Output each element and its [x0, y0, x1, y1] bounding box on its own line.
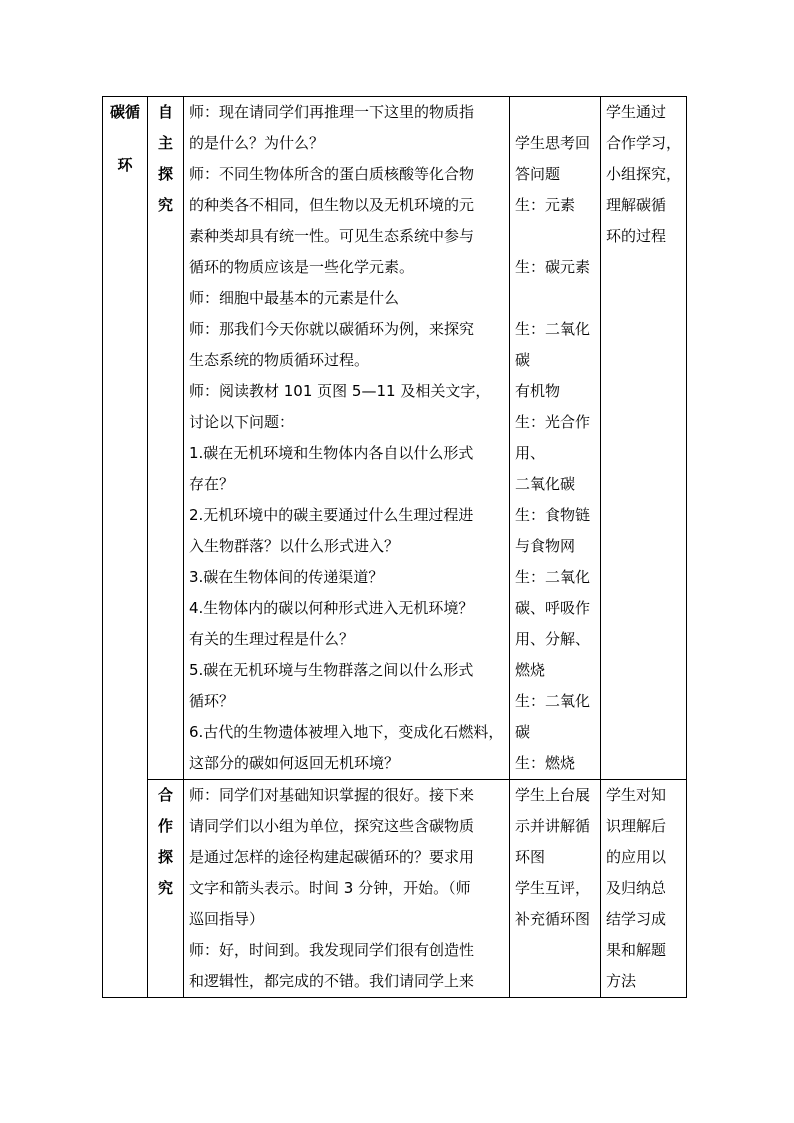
teacher-text-line: 循环的物质应该是一些化学元素。	[189, 258, 415, 276]
teacher-text-line: 生态系统的物质循环过程。	[189, 351, 370, 369]
student-text-line: 生：食物链	[515, 506, 591, 524]
lesson-plan-table	[102, 96, 687, 998]
student-activity-cell	[510, 97, 601, 780]
table-row	[103, 780, 687, 998]
student-text-line: 补充循环图	[515, 910, 591, 928]
student-text-line: 示并讲解循	[515, 817, 591, 835]
student-text-line	[515, 221, 595, 252]
teacher-text-line: 的种类各不相同，但生物以及无机环境的元	[189, 196, 475, 214]
table-row	[103, 97, 687, 780]
teacher-text-line: 这部分的碳如何返回无机环境？	[189, 754, 400, 772]
intent-text-line: 及归纳总	[606, 879, 667, 897]
student-text-line: 有机物	[515, 382, 561, 400]
student-text-line: 生：燃烧	[515, 754, 576, 772]
teacher-text-line: 2.无机环境中的碳主要通过什么生理过程进	[189, 506, 474, 524]
student-text-line: 燃烧	[515, 661, 546, 679]
section-cell-self-inquiry	[148, 97, 184, 780]
teacher-text-line: 1.碳在无机环境和生物体内各自以什么形式	[189, 444, 474, 462]
design-intent-cell	[601, 97, 687, 780]
intent-text-line: 小组探究，	[606, 165, 682, 183]
teacher-activity-cell	[184, 780, 510, 998]
intent-text-line: 结学习成	[606, 910, 667, 928]
intent-text-line: 理解碳循	[606, 196, 667, 214]
student-text-line: 碳	[515, 723, 531, 741]
student-text-line: 学生互评，	[515, 879, 591, 897]
student-text-line: 用、分解、	[515, 630, 591, 648]
section-char: 合	[157, 786, 173, 804]
student-text-line: 碳、呼吸作	[515, 599, 591, 617]
student-text-line: 生：二氧化	[515, 320, 591, 338]
student-text-line: 二氧化碳	[515, 475, 576, 493]
topic-line: 环	[117, 156, 133, 174]
section-char: 主	[157, 134, 173, 152]
intent-text-line: 的应用以	[606, 848, 667, 866]
section-char: 探	[157, 848, 173, 866]
teacher-text-line: 师：细胞中最基本的元素是什么	[189, 289, 400, 307]
student-text-line	[515, 97, 595, 128]
intent-text-line: 合作学习，	[606, 134, 682, 152]
teacher-text-line: 师：好，时间到。我发现同学们很有创造性	[189, 941, 475, 959]
student-activity-cell	[510, 780, 601, 998]
teacher-text-line: 存在？	[189, 475, 235, 493]
intent-text-line: 学生对知	[606, 786, 667, 804]
teacher-text-line: 有关的生理过程是什么？	[189, 630, 355, 648]
design-intent-cell	[601, 780, 687, 998]
section-char: 作	[157, 817, 173, 835]
teacher-text-line: 师：阅读教材 101 页图 5—11 及相关文字，	[189, 382, 491, 400]
teacher-text-line: 6.古代的生物遗体被埋入地下，变成化石燃料，	[189, 723, 504, 741]
topic-cell	[103, 97, 148, 998]
teacher-activity-cell	[184, 97, 510, 780]
teacher-text-line: 讨论以下问题：	[189, 413, 295, 431]
section-char: 究	[157, 196, 173, 214]
student-text-line: 与食物网	[515, 537, 576, 555]
teacher-text-line: 是通过怎样的途径构建起碳循环的？要求用	[189, 848, 475, 866]
intent-text-line: 环的过程	[606, 227, 667, 245]
student-text-line: 环图	[515, 848, 546, 866]
teacher-text-line: 请同学们以小组为单位，探究这些含碳物质	[189, 817, 475, 835]
teacher-text-line: 素种类却具有统一性。可见生态系统中参与	[189, 227, 475, 245]
teacher-text-line: 师：现在请同学们再推理一下这里的物质指	[189, 103, 475, 121]
student-text-line: 学生上台展	[515, 786, 591, 804]
student-text-line: 学生思考回	[515, 134, 591, 152]
teacher-text-line: 的是什么？为什么？	[189, 134, 325, 152]
teacher-text-line: 4.生物体内的碳以何种形式进入无机环境？	[189, 599, 474, 617]
student-text-line: 生：元素	[515, 196, 576, 214]
student-text-line: 生：二氧化	[515, 692, 591, 710]
section-char: 自	[157, 103, 173, 121]
student-text-line: 碳	[515, 351, 531, 369]
section-char: 探	[157, 165, 173, 183]
intent-text-line: 学生通过	[606, 103, 667, 121]
section-char: 究	[157, 879, 173, 897]
teacher-text-line: 巡回指导）	[189, 910, 265, 928]
student-text-line: 答问题	[515, 165, 561, 183]
teacher-text-line: 入生物群落？以什么形式进入？	[189, 537, 400, 555]
student-text-line: 生：碳元素	[515, 258, 591, 276]
section-cell-cooperative-inquiry	[148, 780, 184, 998]
intent-text-line: 果和解题	[606, 941, 667, 959]
teacher-text-line: 师：同学们对基础知识掌握的很好。接下来	[189, 786, 475, 804]
teacher-text-line: 师：那我们今天你就以碳循环为例，来探究	[189, 320, 475, 338]
teacher-text-line: 5.碳在无机环境与生物群落之间以什么形式	[189, 661, 474, 679]
intent-text-line: 方法	[606, 972, 637, 990]
teacher-text-line: 3.碳在生物体间的传递渠道？	[189, 568, 384, 586]
intent-text-line: 识理解后	[606, 817, 667, 835]
student-text-line: 生：光合作	[515, 413, 591, 431]
student-text-line	[515, 283, 595, 314]
student-text-line: 生：二氧化	[515, 568, 591, 586]
teacher-text-line: 和逻辑性，都完成的不错。我们请同学上来	[189, 972, 475, 990]
topic-line: 碳循	[109, 103, 140, 121]
teacher-text-line: 循环？	[189, 692, 235, 710]
student-text-line: 用、	[515, 444, 546, 462]
teacher-text-line: 师：不同生物体所含的蛋白质核酸等化合物	[189, 165, 475, 183]
teacher-text-line: 文字和箭头表示。时间 3 分钟，开始。（师	[189, 879, 471, 897]
